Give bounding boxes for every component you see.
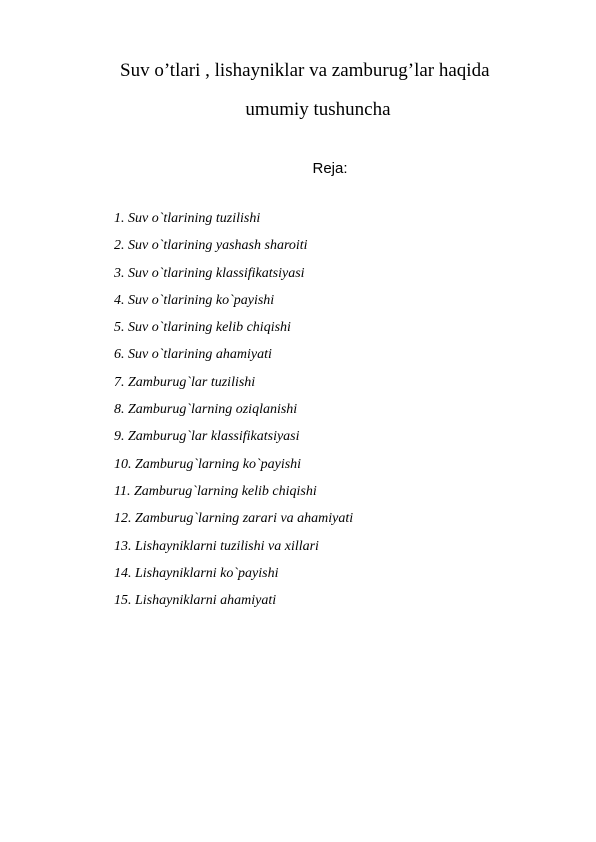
plan-item: 2. Suv o`tlarining yashash sharoiti <box>114 238 308 254</box>
plan-item: 1. Suv o`tlarining tuzilishi <box>114 211 261 226</box>
plan-item: 10. Zamburug`larning ko`payishi <box>114 456 302 472</box>
plan-item: 12. Zamburug`larning zarari va ahamiyati <box>114 511 354 527</box>
plan-item: 6. Suv o`tlarining ahamiyati <box>114 347 272 363</box>
plan-item: 11. Zamburug`larning kelib chiqishi <box>114 483 317 499</box>
plan-item: 5. Suv o`tlarining kelib chiqishi <box>114 320 291 336</box>
plan-item: 8. Zamburug`larning oziqlanishi <box>114 402 298 418</box>
plan-item: 3. Suv o`tlarining klassifikatsiyasi <box>114 265 305 281</box>
document-title-line-1: Suv o’tlari , lishayniklar va zamburug’lar haqida <box>120 60 490 81</box>
plan-item: 13. Lishayniklarni tuzilishi va xillari <box>114 538 319 554</box>
plan-list <box>114 211 353 620</box>
plan-heading: Reja: <box>312 160 348 177</box>
plan-item: 4. Suv o`tlarining ko`payishi <box>114 292 275 308</box>
plan-item: 15. Lishayniklarni ahamiyati <box>114 593 277 609</box>
plan-item: 14. Lishayniklarni ko`payishi <box>114 565 279 581</box>
document-title-line-2: umumiy tushuncha <box>245 99 391 120</box>
plan-item: 7. Zamburug`lar tuzilishi <box>114 374 256 390</box>
plan-item: 9. Zamburug`lar klassifikatsiyasi <box>114 429 300 445</box>
